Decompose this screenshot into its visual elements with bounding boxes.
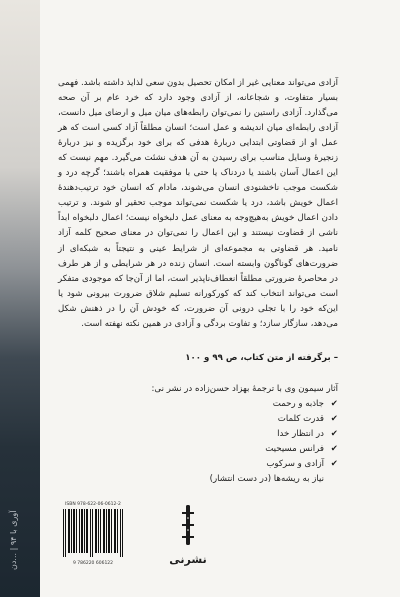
work-title: آزادی و سرکوب xyxy=(266,459,324,469)
other-works-list xyxy=(58,397,338,487)
publisher-logo xyxy=(162,503,214,575)
list-item xyxy=(58,472,338,487)
barcode-icon xyxy=(62,509,124,557)
list-item xyxy=(58,397,338,412)
back-cover-text xyxy=(58,76,338,332)
check-icon: ✔ xyxy=(330,444,338,454)
spine-signature: آوری با ۹۴ | ...دن xyxy=(9,510,18,570)
work-title: نیاز به ریشه‌ها (در دست انتشار) xyxy=(209,474,324,484)
check-icon: ✔ xyxy=(330,459,338,469)
reed-flute-icon xyxy=(170,503,206,547)
check-icon: ✔ xyxy=(330,429,338,439)
list-item xyxy=(58,412,338,427)
isbn-label: ISBN 978-622-06-0612-2 xyxy=(65,502,121,507)
other-works xyxy=(58,382,338,487)
work-title: جاذبه و رحمت xyxy=(272,399,324,409)
other-works-heading: آثار سیمون وی با ترجمهٔ بهزاد حسن‌زاده در نشر نی: xyxy=(151,384,338,394)
barcode-digits: 9 786220 606122 xyxy=(72,561,114,566)
body-paragraph: آزادی می‌تواند معنایی غیر از امکان تحصیل بدون سعی لذایذ داشته باشد. فهمی بسیار متفاوت، و شجاعانه، از آزادی وجود دارد که خرد عام بر آن صحه می‌گذارد. آزادی راستین را نمی‌توان رابطه‌های میان میل و ارضای میل دانست، آزادی رابطه‌ای میان اندیشه و عمل است؛ انسان مطلقاً آزاد کسی است که هر عمل او از قضاوتی ابتدایی دربارهٔ هدفی که برای خود برگزیده و نیز دربارهٔ زنجیرهٔ وسایل مناسب برای رسیدن به آن هدف نشئت می‌گیرد. مهم نیست که این اعمال آسان باشند یا دردناک یا حتی با موفقیت همراه باشند؛ گرچه درد و شکست موجب ناخشنودی انسان می‌شوند، مادام که انسان خود ترتیب‌دهندهٔ اعمال خویش باشد، درد یا شکست نمی‌تواند موجب تحقیر او شوند. و ترتیب دادن اعمال خویش به‌هیچ‌وجه به معنای عمل دلبخواه نیست؛ اعمال دلبخواه ابداً ناشی از قضاوت نیستند و این اعمال را نمی‌توان در معنای صحیح کلمه آزاد نامید. هر قضاوتی به مجموعه‌ای از شرایط عینی و نتیجتاً به شبکه‌ای از ضرورت‌های گوناگون وابسته است. انسان زنده در هر شرایطی و از هر طرف در محاصرهٔ ضرورتی مطلقاً انعطاف‌ناپذیر است، اما از آن‌جا که موجودی متفکر است می‌تواند انتخاب کند که کورکورانه تسلیم شلاق ضرورت بیرونی شود یا این‌که خود را با تجلی درونی آن ضرورت، که خودش آن را در ذهنش شکل می‌دهد، سازگار سازد؛ و تفاوت بردگی و آزادی در همین نکته نهفته است. xyxy=(58,78,338,329)
work-title: در انتظار خدا xyxy=(277,429,324,439)
publisher-name: نشرنی xyxy=(169,553,207,566)
list-item xyxy=(58,427,338,442)
list-item xyxy=(58,442,338,457)
source-line: – برگرفته از متن کتاب، ص ۹۹ و ۱۰۰ xyxy=(185,353,338,363)
work-title: فرانس مسیحیت xyxy=(265,444,324,454)
barcode xyxy=(62,502,124,570)
check-icon: ✔ xyxy=(330,399,338,409)
work-title: قدرت کلمات xyxy=(277,414,324,424)
list-item xyxy=(58,457,338,472)
check-icon: ✔ xyxy=(330,414,338,424)
